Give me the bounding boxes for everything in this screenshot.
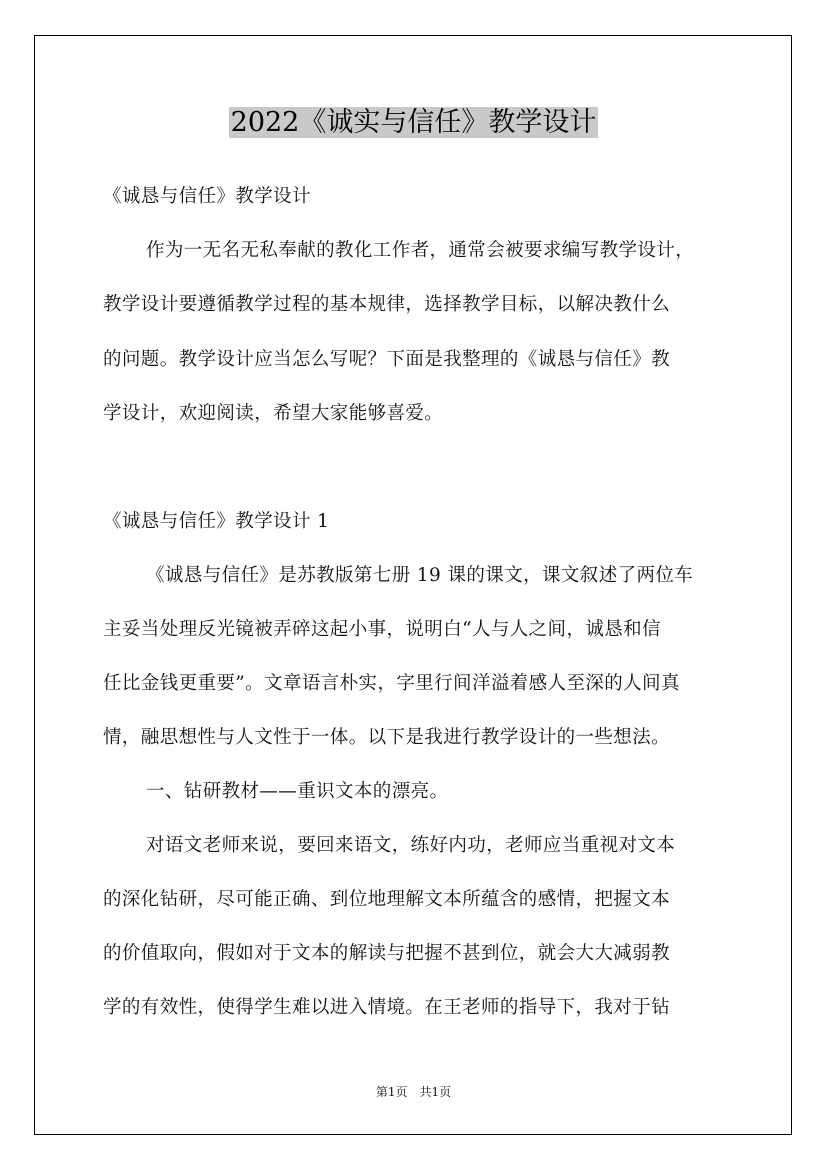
body-line: 对语文老师来说，要回来语文，练好内功，老师应当重视对文本 — [146, 835, 676, 856]
section-heading: 《诚恳与信任》教学设计 1 — [103, 511, 330, 532]
intro-line: 教学设计要遵循教学过程的基本规律，选择教学目标，以解决教什么 — [103, 294, 671, 315]
body-line: 任比金钱更重要”。文章语言朴实，字里行间洋溢着感人至深的人间真 — [103, 673, 680, 694]
body-line: 一、钻研教材——重识文本的漂亮。 — [146, 781, 449, 802]
body-line: 的深化钻研，尽可能正确、到位地理解文本所蕴含的感情，把握文本 — [103, 889, 671, 910]
body-line: 学的有效性，使得学生难以进入情境。在王老师的指导下，我对于钻 — [103, 997, 671, 1018]
subtitle: 《诚恳与信任》教学设计 — [103, 186, 311, 207]
intro-line: 学设计，欢迎阅读，希望大家能够喜爱。 — [103, 403, 444, 424]
document-title: 2022《诚实与信任》教学设计 — [230, 107, 597, 138]
body-line: 《诚恳与信任》是苏教版第七册 19 课的课文，课文叙述了两位车 — [146, 565, 694, 586]
body-line: 主妥当处理反光镜被弄碎这起小事，说明白“人与人之间，诚恳和信 — [103, 619, 661, 640]
page-footer: 第1页 共1页 — [375, 1085, 452, 1099]
intro-line: 作为一无名无私奉献的教化工作者，通常会被要求编写教学设计， — [146, 240, 695, 261]
body-line: 的价值取向，假如对于文本的解读与把握不甚到位，就会大大减弱教 — [103, 943, 671, 964]
body-line: 情，融思想性与人文性于一体。以下是我进行教学设计的一些想法。 — [103, 727, 671, 748]
intro-line: 的问题。教学设计应当怎么写呢？下面是我整理的《诚恳与信任》教 — [103, 349, 671, 370]
